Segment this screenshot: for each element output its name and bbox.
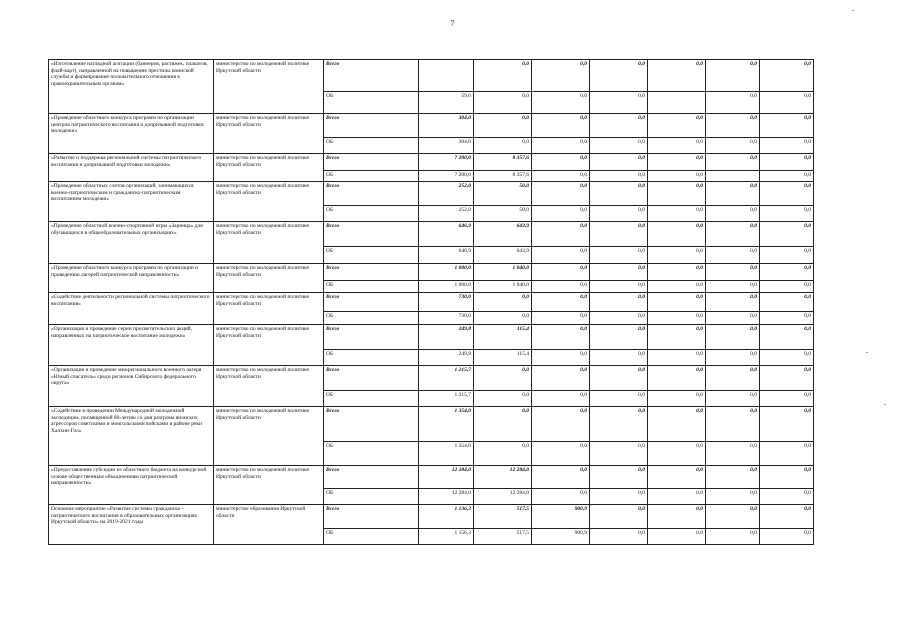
amount-cell: 0,0 [532,350,590,366]
amount-cell: 0,0 [532,325,590,350]
event-name-cell: «Содействие в проведении Международной молодежной экспедиции, посвященной 80-летию со дня разгрома японских агрессоров советскими и монгольскими войсками в районе реки Халхин-Гол» [49,407,214,466]
event-name-cell: «Проведение областного конкурса программ по организации центров патриотического воспитания и допризывной подготовки молодежи» [49,114,214,154]
amount-cell: 0,0 [532,154,590,171]
funding-source-cell: ОБ [324,529,419,545]
amount-cell: 517,5 [474,529,532,545]
amount-cell: 0,0 [474,391,532,407]
amount-cell: 0,0 [590,350,648,366]
amount-cell: 12 284,0 [419,466,474,489]
funding-source-cell: ОБ [324,312,419,325]
amount-cell: 0,0 [532,114,590,138]
amount-cell: 0,0 [648,114,706,138]
executor-cell: министерство по молодежной политике Иркутской области [214,182,324,222]
amount-cell: 0,0 [706,407,760,442]
amount-cell: 0,0 [760,222,814,247]
amount-cell: 0,0 [760,442,814,466]
amount-cell: 50,0 [474,182,532,206]
amount-cell: 0,0 [706,60,760,92]
amount-cell: 0,0 [590,391,648,407]
amount-cell: 115,4 [474,350,532,366]
amount-cell: 252,0 [419,206,474,222]
executor-cell: министерство по молодежной политике Иркутской области [214,114,324,154]
executor-cell: министерство по молодежной политике Иркутской области [214,325,324,366]
amount-cell: 0,0 [648,466,706,489]
amount-cell: 1 354,0 [419,442,474,466]
amount-cell: 12 284,0 [474,489,532,505]
amount-cell: 0,0 [706,350,760,366]
amount-cell: 0,0 [590,407,648,442]
funding-source-cell: Всего [324,264,419,281]
amount-cell: 59,0 [419,92,474,114]
amount-cell: 0,0 [590,222,648,247]
event-name-cell: «Изготовление наглядной агитации (баннеров, растяжек, плакатов, флай-карт), направленной на повышение престижа воинской службы и формирование положительного отношения к правоохранительным органам» [49,60,214,114]
amount-cell: 0,0 [590,154,648,171]
funding-source-cell: ОБ [324,206,419,222]
funding-source-cell: Всего [324,182,419,206]
amount-cell: 0,0 [590,114,648,138]
amount-cell: 249,8 [419,325,474,350]
amount-cell: 0,0 [706,154,760,171]
amount-cell: 1 354,0 [419,407,474,442]
funding-source-cell: ОБ [324,138,419,154]
amount-cell: 0,0 [760,138,814,154]
funding-source-cell: ОБ [324,442,419,466]
amount-cell: 8 357,6 [474,171,532,182]
funding-source-cell: Всего [324,60,419,92]
amount-cell: 0,0 [706,325,760,350]
executor-cell: министерство по молодежной политике Иркутской области [214,293,324,325]
executor-cell: министерство по молодежной политике Иркутской области [214,407,324,466]
funding-source-cell: ОБ [324,350,419,366]
amount-cell: 12 284,0 [419,489,474,505]
amount-cell: 0,0 [474,60,532,92]
amount-cell: 0,0 [648,293,706,312]
executor-cell: министерство образования Иркутской области [214,505,324,545]
amount-cell: 0,0 [474,92,532,114]
amount-cell: 0,0 [648,247,706,264]
table-row [49,182,814,206]
amount-cell: 304,0 [419,114,474,138]
amount-cell: 249,8 [419,350,474,366]
funding-source-cell: Всего [324,505,419,529]
event-name-cell: «Проведение областной военно-спортивной игры «Зарница» для обучающихся в общеобразовательных организациях» [49,222,214,264]
page-number: 7 [450,19,455,28]
funding-source-cell: Всего [324,466,419,489]
executor-cell: министерство по молодежной политике Иркутской области [214,154,324,182]
event-name-cell: «Развитие и поддержка региональной системы патриотического воспитания и допризывной подготовки молодежи» [49,154,214,182]
funding-source-cell: Всего [324,366,419,391]
amount-cell: 0,0 [474,138,532,154]
table-row [49,505,814,529]
amount-cell: 1 000,0 [419,281,474,293]
amount-cell: 0,0 [648,281,706,293]
amount-cell: 0,0 [590,92,648,114]
table-row [49,366,814,391]
amount-cell: 0,0 [590,60,648,92]
amount-cell: 0,0 [532,312,590,325]
amount-cell: 0,0 [532,206,590,222]
amount-cell: 0,0 [648,442,706,466]
event-name-cell: «Содействие деятельности региональной системы патриотического воспитания» [49,293,214,325]
table-row [49,154,814,171]
amount-cell [648,92,706,114]
amount-cell: 517,5 [474,505,532,529]
amount-cell: 0,0 [474,293,532,312]
amount-cell: 0,0 [474,114,532,138]
amount-cell: 0,0 [760,407,814,442]
amount-cell: 0,0 [760,264,814,281]
amount-cell: 0,0 [760,247,814,264]
amount-cell: 0,0 [648,505,706,529]
amount-cell: 0,0 [648,312,706,325]
amount-cell: 12 284,0 [474,466,532,489]
amount-cell: 0,0 [532,182,590,206]
funding-source-cell: Всего [324,325,419,350]
amount-cell: 0,0 [590,293,648,312]
table-row [49,407,814,442]
funding-source-cell: ОБ [324,92,419,114]
amount-cell: 0,0 [760,171,814,182]
amount-cell: 0,0 [590,206,648,222]
event-name-cell: «Организация и проведение межрегионального военного лагеря «Юный спасатель» среди регионов Сибирского федерального округа» [49,366,214,407]
amount-cell: 730,0 [419,312,474,325]
amount-cell: 0,0 [648,206,706,222]
amount-cell: 0,0 [706,222,760,247]
amount-cell: 8 357,6 [474,154,532,171]
amount-cell: 0,0 [706,312,760,325]
amount-cell: 0,0 [474,312,532,325]
table-row [49,293,814,312]
amount-cell: 0,0 [706,281,760,293]
amount-cell: 0,0 [760,325,814,350]
amount-cell: 7 200,0 [419,171,474,182]
amount-cell: 0,0 [590,281,648,293]
amount-cell: 0,0 [532,222,590,247]
amount-cell: 0,0 [648,171,706,182]
scan-speck [866,352,868,353]
amount-cell: 115,4 [474,325,532,350]
amount-cell: 304,0 [419,138,474,154]
funding-source-cell: Всего [324,114,419,138]
amount-cell: 0,0 [706,505,760,529]
amount-cell: 0,0 [706,138,760,154]
table-row [49,466,814,489]
amount-cell: 0,0 [532,489,590,505]
amount-cell: 0,0 [648,60,706,92]
amount-cell: 0,0 [648,529,706,545]
amount-cell: 0,0 [760,182,814,206]
amount-cell: 0,0 [706,293,760,312]
amount-cell: 0,0 [532,293,590,312]
table-row [49,325,814,350]
amount-cell: 1 215,7 [419,366,474,391]
amount-cell: 0,0 [706,247,760,264]
amount-cell: 0,0 [648,222,706,247]
amount-cell: 0,0 [474,366,532,391]
executor-cell: министерство по молодежной политике Иркутской области [214,222,324,264]
amount-cell: 0,0 [760,293,814,312]
event-name-cell: «Проведение областного конкурса программ по организации и проведению лагерей патриотической направленности» [49,264,214,293]
amount-cell: 0,0 [760,489,814,505]
amount-cell: 0,0 [532,442,590,466]
funding-source-cell: Всего [324,222,419,247]
amount-cell: 0,0 [590,171,648,182]
amount-cell: 643,9 [474,247,532,264]
amount-cell: 0,0 [706,114,760,138]
funding-source-cell: Всего [324,154,419,171]
scan-speck [852,10,854,11]
executor-cell: министерство по молодежной политике Иркутской области [214,264,324,293]
amount-cell: 0,0 [706,466,760,489]
event-name-cell: «Предоставление субсидии из областного бюджета на конкурсной основе общественным объединениям патриотической направленности» [49,466,214,505]
amount-cell: 0,0 [706,92,760,114]
amount-cell: 0,0 [532,366,590,391]
amount-cell: 0,0 [760,505,814,529]
funding-source-cell: Всего [324,407,419,442]
amount-cell: 0,0 [474,407,532,442]
executor-cell: министерство по молодежной политике Иркутской области [214,60,324,114]
amount-cell: 0,0 [532,92,590,114]
amount-cell: 0,0 [760,154,814,171]
amount-cell: 0,0 [532,391,590,407]
table-row [49,114,814,138]
amount-cell: 0,0 [590,325,648,350]
funding-source-cell: ОБ [324,281,419,293]
amount-cell: 0,0 [760,114,814,138]
amount-cell: 0,0 [590,466,648,489]
amount-cell: 1 040,0 [474,264,532,281]
amount-cell [706,171,760,182]
amount-cell: 0,0 [706,391,760,407]
amount-cell: 1 215,7 [419,391,474,407]
amount-cell: 0,0 [760,60,814,92]
amount-cell: 643,9 [474,222,532,247]
amount-cell: 0,0 [706,264,760,281]
amount-cell: 0,0 [648,154,706,171]
amount-cell: 646,9 [419,222,474,247]
amount-cell: 0,0 [532,138,590,154]
table-row [49,60,814,92]
amount-cell: 0,0 [532,264,590,281]
amount-cell: 0,0 [706,366,760,391]
amount-cell: 0,0 [648,366,706,391]
amount-cell: 0,0 [590,182,648,206]
amount-cell: 0,0 [648,489,706,505]
table-body [49,60,814,545]
executor-cell: министерство по молодежной политике Иркутской области [214,366,324,407]
amount-cell: 0,0 [760,529,814,545]
amount-cell: 0,0 [648,264,706,281]
amount-cell: 0,0 [590,312,648,325]
scan-speck [884,404,886,405]
amount-cell: 1 000,0 [419,264,474,281]
funding-source-cell: ОБ [324,171,419,182]
funding-source-cell: ОБ [324,391,419,407]
funding-source-cell: Всего [324,293,419,312]
amount-cell: 0,0 [648,407,706,442]
amount-cell: 0,0 [532,466,590,489]
table-row [49,264,814,281]
amount-cell: 0,0 [760,366,814,391]
amount-cell: 50,0 [474,206,532,222]
amount-cell: 0,0 [590,489,648,505]
amount-cell: 900,9 [532,505,590,529]
amount-cell: 0,0 [532,60,590,92]
amount-cell: 0,0 [706,182,760,206]
amount-cell: 0,0 [590,442,648,466]
amount-cell: 0,0 [648,350,706,366]
amount-cell: 0,0 [532,171,590,182]
amount-cell: 0,0 [590,366,648,391]
amount-cell: 0,0 [590,529,648,545]
amount-cell: 0,0 [532,407,590,442]
amount-cell: 1 156,3 [419,529,474,545]
amount-cell: 0,0 [474,442,532,466]
amount-cell: 0,0 [532,247,590,264]
amount-cell: 0,0 [760,206,814,222]
amount-cell: 0,0 [706,206,760,222]
amount-cell: 0,0 [590,138,648,154]
amount-cell: 0,0 [760,312,814,325]
amount-cell: 0,0 [648,391,706,407]
funding-source-cell: ОБ [324,489,419,505]
amount-cell: 0,0 [648,138,706,154]
table-row [49,222,814,247]
amount-cell: 0,0 [590,264,648,281]
event-name-cell: «Проведение областных слетов организаций, занимающихся военно-патриотическим и гражданско-патриотическим воспитанием молодежи» [49,182,214,222]
amount-cell: 0,0 [760,391,814,407]
executor-cell: министерство по молодежной политике Иркутской области [214,466,324,505]
event-name-cell: Основное мероприятие «Развитие системы гражданско - патриотического воспитания в образовательных организациях Иркутской области» на 2019-2021 годы [49,505,214,545]
amount-cell: 0,0 [760,281,814,293]
budget-table [48,59,814,545]
amount-cell: 1 040,0 [474,281,532,293]
amount-cell: 0,0 [706,489,760,505]
amount-cell: 1 136,3 [419,505,474,529]
amount-cell: 0,0 [648,325,706,350]
amount-cell: 0,0 [760,350,814,366]
amount-cell: 0,0 [590,247,648,264]
amount-cell: 646,9 [419,247,474,264]
amount-cell: 0,0 [760,466,814,489]
amount-cell: 730,0 [419,293,474,312]
amount-cell: 0,0 [648,182,706,206]
event-name-cell: «Организация и проведение серии просветительских акций, направленных на патриотическое воспитание молодежи» [49,325,214,366]
amount-cell [419,60,474,92]
amount-cell: 0,0 [706,529,760,545]
amount-cell: 7 200,0 [419,154,474,171]
amount-cell: 900,9 [532,529,590,545]
amount-cell: 0,0 [590,505,648,529]
amount-cell: 0,0 [532,281,590,293]
funding-source-cell: ОБ [324,247,419,264]
amount-cell: 0,0 [760,92,814,114]
amount-cell: 0,0 [706,442,760,466]
amount-cell: 252,0 [419,182,474,206]
